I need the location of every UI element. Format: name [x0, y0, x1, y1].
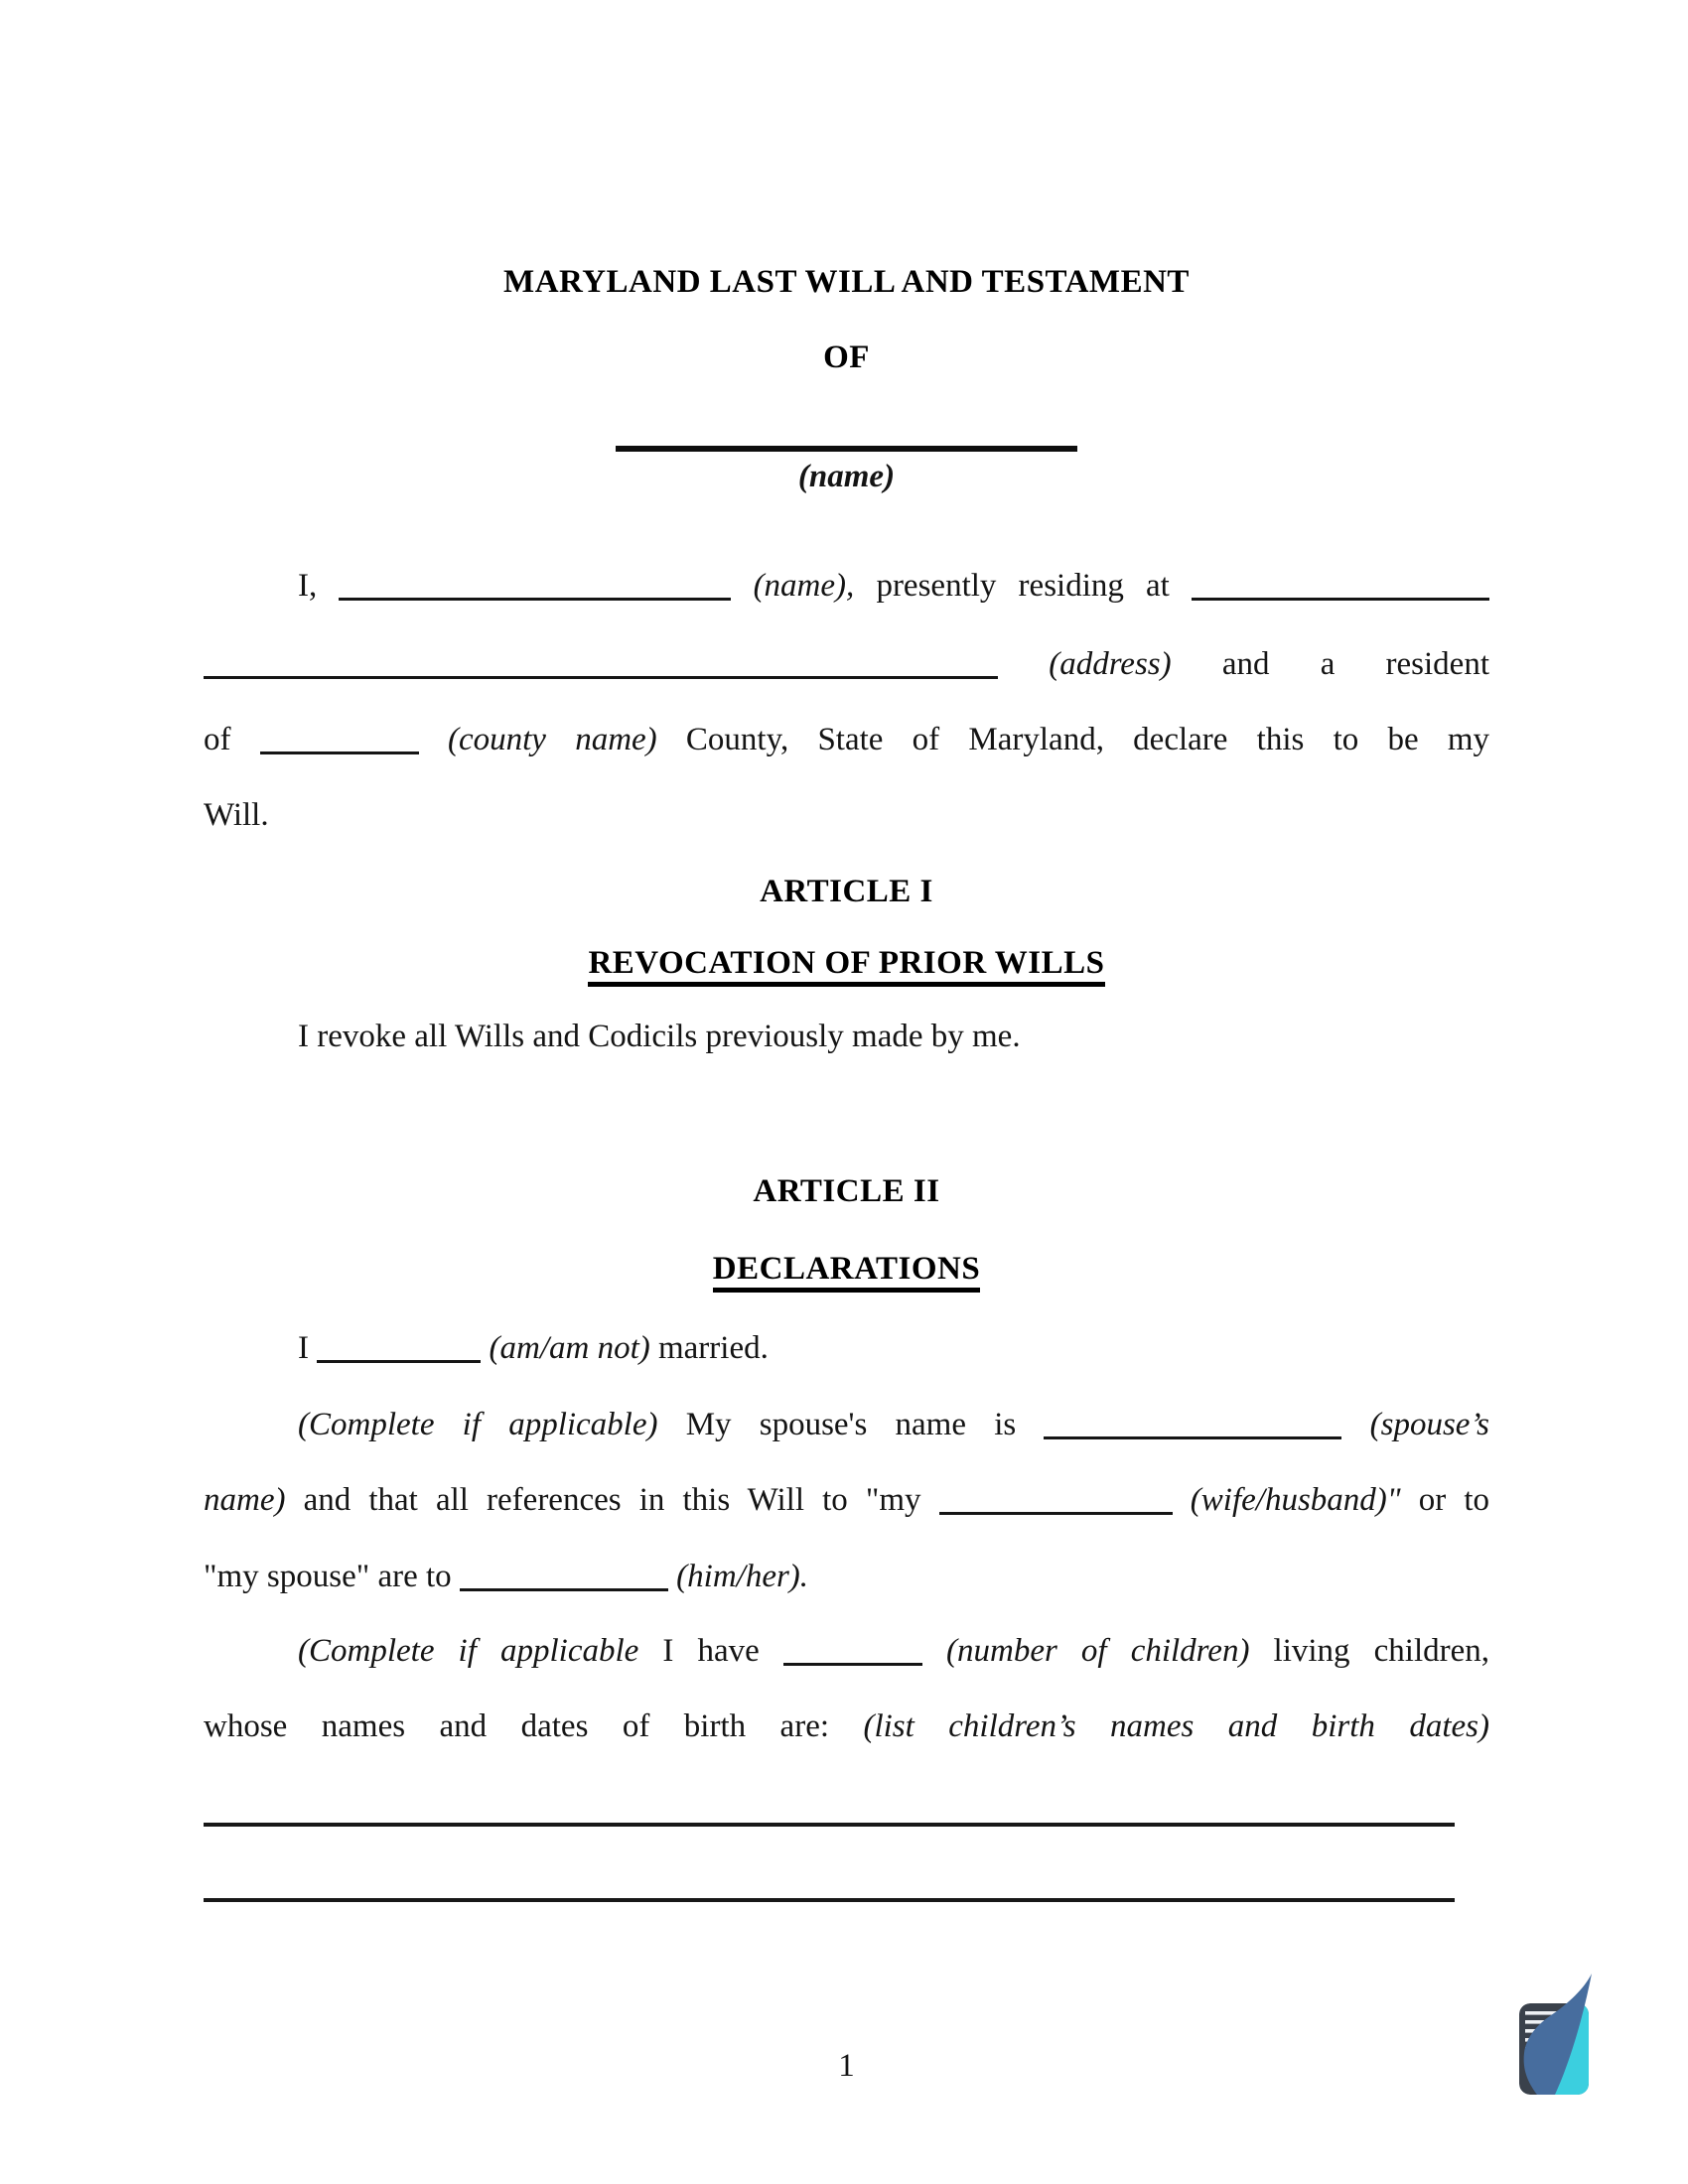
- spouse-name-hint: (spouse’s: [1369, 1407, 1490, 1442]
- testator-name-field[interactable]: [339, 598, 731, 601]
- article-2-subheading-text: DECLARATIONS: [713, 1251, 980, 1293]
- article-1-heading-text: ARTICLE I: [760, 874, 933, 909]
- county-field[interactable]: [260, 751, 419, 754]
- revocation-clause-text: I revoke all Wills and Codicils previously made by me.: [298, 1019, 1021, 1054]
- address-hint: (address): [1049, 646, 1172, 682]
- address-field-2[interactable]: [204, 676, 998, 679]
- spouse-l2-name-hint: name): [204, 1482, 286, 1518]
- spouse-name-field[interactable]: [1044, 1436, 1341, 1439]
- revocation-clause: [204, 1015, 1489, 1058]
- married-hint: (am/am not): [489, 1330, 650, 1366]
- opening-l3-of: of: [204, 722, 231, 757]
- children-line-1: [204, 1629, 1489, 1673]
- spouse-l1-text: My spouse's name is: [685, 1407, 1017, 1442]
- married-status-field[interactable]: [317, 1360, 481, 1363]
- children-line-2: [204, 1705, 1489, 1748]
- number-of-children-hint: (number of children): [946, 1633, 1250, 1669]
- address-field-1[interactable]: [1192, 598, 1489, 601]
- spouse-line-2: [204, 1478, 1489, 1522]
- article-2-heading-text: ARTICLE II: [753, 1173, 940, 1209]
- him-her-field[interactable]: [460, 1588, 668, 1591]
- spouse-line-3: [204, 1555, 1489, 1598]
- spouse-l2-or-to: or to: [1418, 1482, 1490, 1518]
- him-her-hint: (him/her).: [676, 1559, 809, 1594]
- name-caption: [204, 455, 1489, 498]
- opening-l3-text: County, State of Maryland, declare this to be my: [685, 722, 1490, 757]
- spouse-l3-text: "my spouse" are to: [204, 1559, 452, 1594]
- title-of: [204, 336, 1489, 379]
- opening-l1-name-hint: (name),: [753, 568, 855, 604]
- article-2-heading: [204, 1169, 1489, 1213]
- spouse-l2-text: and that all references in this Will to "my: [303, 1482, 921, 1518]
- opening-line-3: [204, 718, 1489, 761]
- children-list-blank-1[interactable]: [204, 1823, 1455, 1827]
- title-of-text: OF: [823, 340, 870, 375]
- children-complete-if-applicable: (Complete if applicable: [298, 1633, 639, 1669]
- spouse-line-1: [204, 1403, 1489, 1446]
- county-hint: (county name): [448, 722, 657, 757]
- page-title-text: MARYLAND LAST WILL AND TESTAMENT: [503, 264, 1190, 300]
- wife-husband-field[interactable]: [939, 1512, 1173, 1515]
- opening-will-text: Will.: [204, 797, 269, 833]
- children-i-have: I have: [662, 1633, 760, 1669]
- page-title: [204, 260, 1489, 304]
- page-number-text: 1: [838, 2048, 855, 2084]
- article-1-subheading: [204, 941, 1489, 985]
- name-caption-text: (name): [797, 459, 896, 494]
- article-2-subheading: [204, 1247, 1489, 1291]
- married-line: [204, 1326, 1489, 1370]
- formspal-logo-icon: [1510, 1972, 1602, 2099]
- opening-line-2: [204, 642, 1489, 686]
- married-i: I: [298, 1330, 309, 1366]
- wife-husband-hint: (wife/husband)": [1190, 1482, 1401, 1518]
- testator-name-blank[interactable]: [616, 446, 1077, 452]
- article-1-subheading-text: REVOCATION OF PRIOR WILLS: [588, 945, 1104, 987]
- children-list-hint: (list children’s names and birth dates): [863, 1708, 1489, 1744]
- opening-line-4: [204, 793, 1489, 837]
- article-1-heading: [204, 870, 1489, 913]
- opening-line-1: [204, 564, 1489, 608]
- children-living-text: living children,: [1273, 1633, 1490, 1669]
- children-list-blank-2[interactable]: [204, 1898, 1455, 1902]
- page-number: [204, 2044, 1489, 2088]
- opening-l1-residing: presently residing at: [876, 568, 1170, 604]
- spouse-complete-if-applicable: (Complete if applicable): [298, 1407, 658, 1442]
- number-of-children-field[interactable]: [783, 1663, 922, 1666]
- children-l2-text: whose names and dates of birth are:: [204, 1708, 830, 1744]
- opening-l1-i: I,: [298, 568, 318, 604]
- married-text: married.: [657, 1330, 769, 1366]
- opening-l2-text: and a resident: [1221, 646, 1489, 682]
